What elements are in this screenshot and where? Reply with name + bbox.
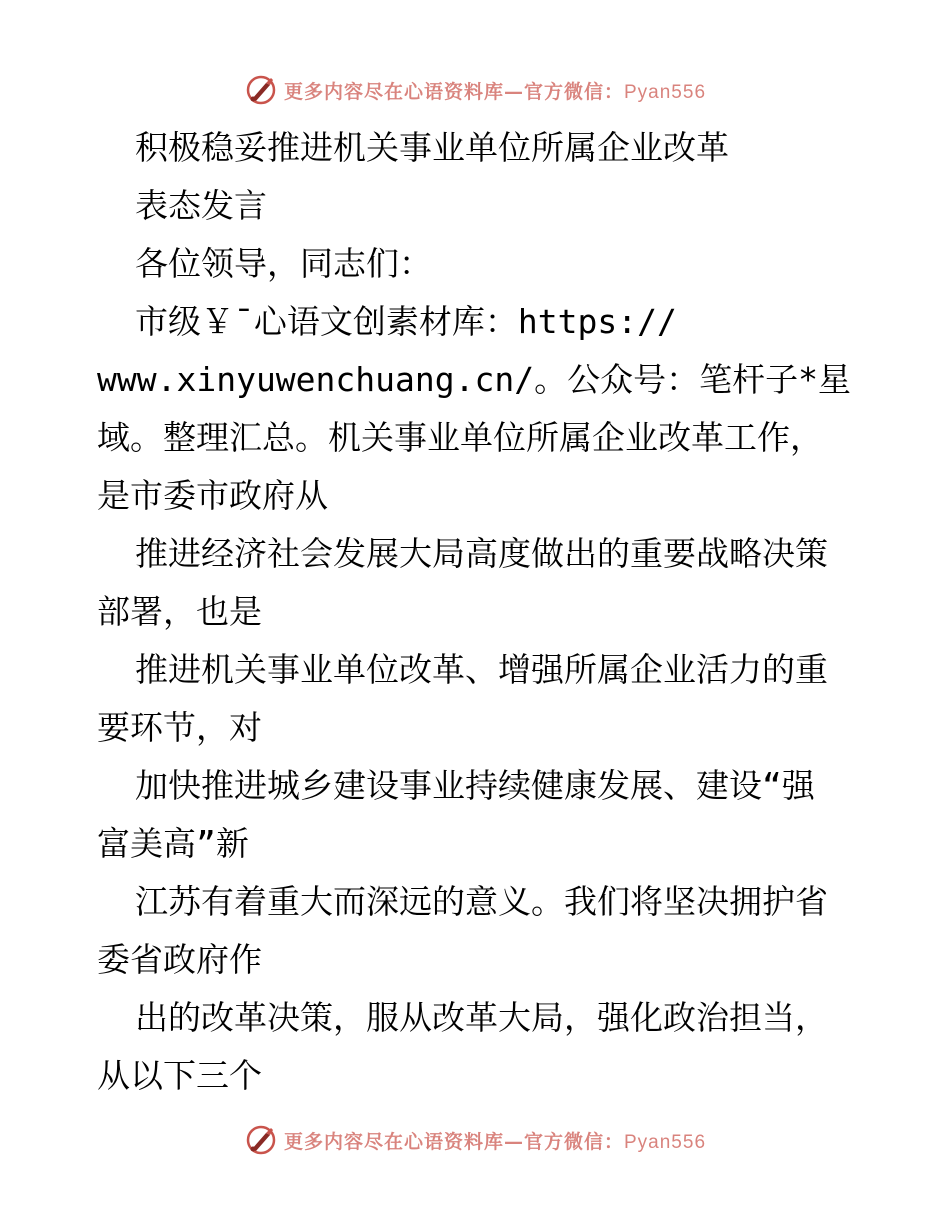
footer-banner-text <box>284 1127 706 1154</box>
doc-subtitle-line: 表态发言 <box>135 186 267 225</box>
footer-banner-label: 更多内容尽在心语资料库—官方微信： <box>283 1130 624 1153</box>
doc-salutation-line: 各位领导，同志们： <box>135 244 432 283</box>
doc-text-line: 委省政府作 <box>97 940 262 979</box>
header-banner-label: 更多内容尽在心语资料库—官方微信： <box>283 80 624 103</box>
doc-text-line: www.xinyuwenchuang.cn/。公众号：笔杆子*星 <box>97 360 851 399</box>
header-banner <box>0 70 950 110</box>
doc-text-line: 江苏有着重大而深远的意义。我们将坚决拥护省 <box>135 882 828 921</box>
brush-logo-icon <box>244 73 278 107</box>
doc-text-line: 部署，也是 <box>97 592 262 631</box>
doc-text-line: 域。整理汇总。机关事业单位所属企业改革工作， <box>97 418 823 457</box>
brush-logo-icon <box>244 1123 278 1157</box>
doc-text-line: 是市委市政府从 <box>97 476 328 515</box>
header-banner-wechat: Pyan556 <box>624 81 707 103</box>
doc-text-line: 富美高”新 <box>97 824 249 863</box>
doc-text-line: 市级￥¯心语文创素材库：https:// <box>135 302 677 341</box>
footer-banner-wechat: Pyan556 <box>624 1131 707 1153</box>
footer-banner <box>0 1120 950 1160</box>
doc-text-line: 推进机关事业单位改革、增强所属企业活力的重 <box>135 650 828 689</box>
doc-text-line: 加快推进城乡建设事业持续健康发展、建设“强 <box>135 766 815 805</box>
doc-text-line: 要环节，对 <box>97 708 262 747</box>
doc-title-line: 积极稳妥推进机关事业单位所属企业改革 <box>135 128 729 167</box>
doc-text-line: 出的改革决策，服从改革大局，强化政治担当， <box>135 998 828 1037</box>
doc-text-line: 推进经济社会发展大局高度做出的重要战略决策 <box>135 534 828 573</box>
doc-text-line: 从以下三个 <box>97 1056 262 1095</box>
header-banner-text <box>284 77 706 104</box>
